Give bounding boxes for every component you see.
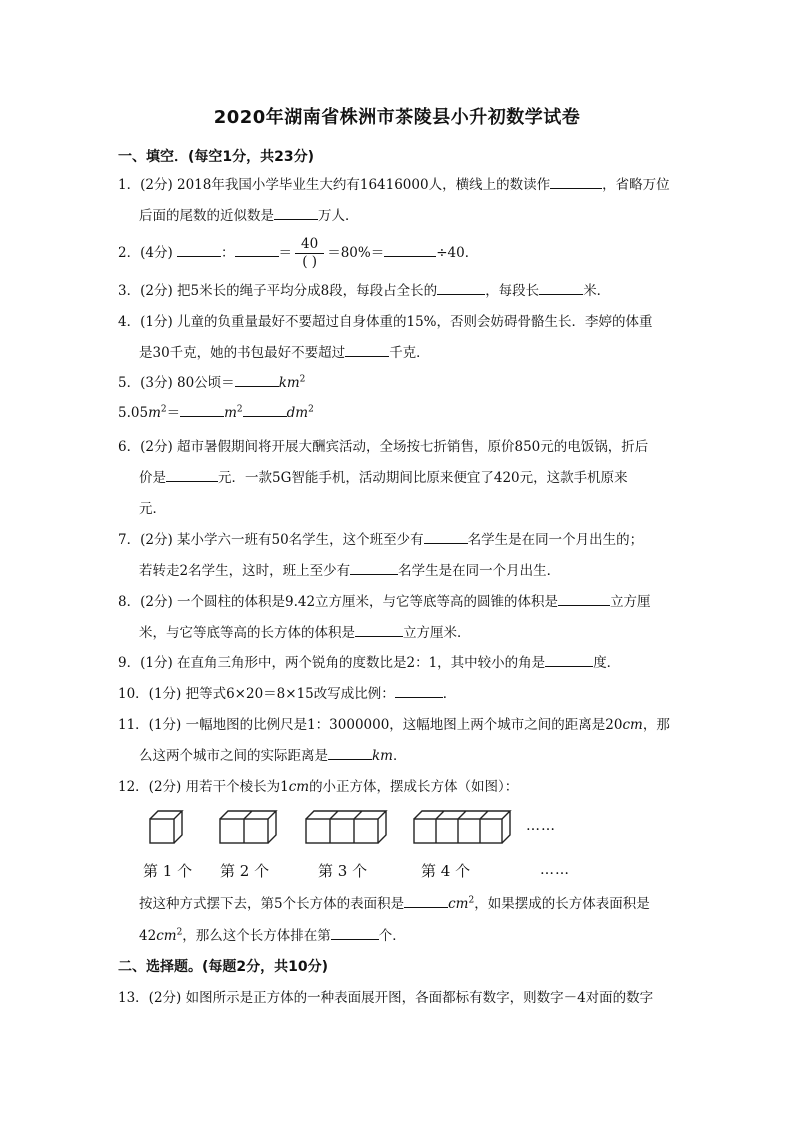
q2-end: ÷40． [436,245,479,261]
q11-unit-cm: cm [622,717,643,733]
q10-blank-1[interactable] [395,684,443,698]
question-7-line-1 [118,530,643,550]
q8-text-c: 米，与它等底等高的长方体的体积是 [139,625,355,641]
q5-blank-2[interactable] [180,403,224,417]
q1-text-b: ，省略万位 [602,177,670,193]
q12-text-h: ，那么这个长方体排在第 [182,928,331,944]
q5-text-a: 5．(3分) 80公顷＝ [118,375,235,391]
section-1-heading: 一、填空．(每空1分，共23分) [118,149,315,165]
q5-blank-1[interactable] [235,373,279,387]
question-7-line-2 [139,561,560,581]
q6-blank-1[interactable] [166,468,218,482]
q5-unit-dm: dm [286,405,309,421]
question-10 [118,684,456,704]
question-6-line-1 [118,437,648,457]
q7-text-b: 名学生是在同一个月出生的； [467,532,644,548]
q12-unit-cm-3: cm [156,928,177,944]
q5-sup-4: 2 [308,404,314,415]
q6-text-c: 元．一款5G智能手机，活动期间比原来便宜了420元，这款手机原来 [218,470,628,486]
q9-blank-1[interactable] [545,653,593,667]
question-1-line-2 [139,206,359,226]
question-3 [118,281,610,301]
q13-text-a: 13．(2分) 如图所示是正方体的一种表面展开图，各面都标有数字，则数字－4对面的数字 [118,990,654,1006]
q2-eq2: ＝80%＝ [327,245,385,261]
q11-text-a: 11．(1分) 一幅地图的比例尺是1：3000000，这幅地图上两个城市之间的距离是20 [118,717,623,733]
q12-text-a: 12．(2分) 用若干个棱长为1 [118,779,289,795]
q8-text-a: 8．(2分) 一个圆柱的体积是9.42立方厘米，与它等底等高的圆锥的体积是 [118,594,559,610]
q1-text-a: 1．(2分) 2018年我国小学毕业生大约有16416000人，横线上的数读作 [118,177,551,193]
cuboid-4 [414,811,510,843]
q11-blank-1[interactable] [328,746,372,760]
question-1-line-1 [118,175,670,195]
q12-unit-cm-2: cm [448,896,469,912]
q3-text-c: 米． [583,283,611,299]
q2-fraction-denominator[interactable]: ( ) [302,254,318,270]
q1-blank-1[interactable] [550,175,602,189]
question-13 [118,988,653,1008]
question-11-line-2 [139,746,406,766]
q9-text-a: 9．(1分) 在直角三角形中，两个锐角的度数比是2：1，其中较小的角是 [118,655,546,671]
q4-blank-1[interactable] [345,343,389,357]
q8-blank-1[interactable] [558,592,610,606]
q12-blank-1[interactable] [404,894,448,908]
q7-blank-1[interactable] [424,530,468,544]
q5-sup-1: 2 [299,374,306,385]
q12-text-c: 按这种方式摆下去，第5个长方体的表面积是 [139,896,405,912]
q5-sup-3: 2 [236,404,243,415]
q10-text-b: ． [442,686,457,702]
q11-text-d: ． [392,748,407,764]
cuboid-3 [306,811,386,843]
question-5-line-1 [118,373,305,393]
q12-text-f: 42 [139,928,157,944]
q9-text-b: 度． [593,655,621,671]
question-8-line-2 [139,623,471,643]
question-9 [118,653,620,673]
question-12-line-2 [139,894,650,914]
q12-label-3: 第 3 个 [318,862,368,880]
question-12-line-1 [118,777,518,797]
q12-cube-figure [140,805,580,845]
cuboid-1 [150,811,182,843]
question-6-line-3 [139,499,166,519]
q2-text-a: 2．(4分) [118,245,173,261]
q2-colon: ： [221,245,235,261]
q5-unit-m2: m [224,405,237,421]
q6-text-b: 价是 [139,470,166,486]
q8-text-b: 立方厘 [610,594,651,610]
question-5-line-2 [118,403,314,423]
q7-text-c: 若转走2名学生，这时，班上至少有 [139,563,351,579]
q7-text-d: 名学生是在同一个月出生． [398,563,561,579]
question-2 [118,236,478,270]
q1-text-d: 万人． [318,208,359,224]
question-11-line-1 [118,715,670,735]
q12-label-2: 第 2 个 [220,862,270,880]
q2-eq1: ＝ [278,245,293,261]
question-4-line-1 [118,312,653,332]
q5-text-c: 5.05 [118,405,149,421]
section-2-heading: 二、选择题。(每题2分，共10分) [118,959,329,975]
q5-sup-2: 2 [160,404,167,415]
question-8-line-1 [118,592,651,612]
q10-text-a: 10．(1分) 把等式6×20＝8×15改写成比例： [118,686,395,702]
q2-fraction [295,236,324,271]
page-title: 2020年湖南省株洲市茶陵县小升初数学试卷 [213,107,581,128]
q2-fraction-numerator: 40 [295,236,324,254]
q5-blank-3[interactable] [243,403,287,417]
q12-text-b: 的小正方体，摆成长方体（如图）： [309,779,519,795]
q5-unit-km: km [278,375,300,391]
q6-text-a: 6．(2分) 超市暑假期间将开展大酬宾活动，全场按七折销售，原价850元的电饭锅，折后 [118,439,649,455]
question-6-line-2 [139,468,628,488]
q12-text-i: 个． [378,928,406,944]
q8-blank-2[interactable] [355,623,403,637]
q12-figure-dots: …… [526,818,556,834]
q8-text-d: 立方厘米． [403,625,471,641]
q1-text-c: 后面的尾数的近似数是 [139,208,274,224]
q11-unit-km: km [372,748,393,764]
q3-blank-1[interactable] [437,281,485,295]
q6-text-d: 元． [139,501,166,517]
cuboid-2 [220,811,276,843]
q4-text-a: 4．(1分) 儿童的负重量最好不要超过自身体重的15%，否则会妨碍骨骼生长．李婷的体重 [118,314,653,330]
q5-unit-m: m [148,405,161,421]
q3-text-a: 3．(2分) 把5米长的绳子平均分成8段，每段占全长的 [118,283,438,299]
q12-text-e: ，如果摆成的长方体表面积是 [474,896,650,912]
q3-blank-2[interactable] [539,281,583,295]
q12-sup-2: 2 [176,927,183,938]
q11-text-c: 么这两个城市之间的实际距离是 [139,748,328,764]
q1-blank-2[interactable] [274,206,318,220]
q12-label-dots: …… [540,862,570,878]
q2-blank-3[interactable] [384,243,436,257]
q11-text-b: ，那 [642,717,670,733]
q4-text-c: 千克． [389,345,430,361]
q3-text-b: ，每段长 [485,283,540,299]
q5-eq: ＝ [166,405,181,421]
q4-text-b: 是30千克，她的书包最好不要超过 [139,345,346,361]
q7-text-a: 7．(2分) 某小学六一班有50名学生，这个班至少有 [118,532,424,548]
q12-blank-2[interactable] [331,926,379,940]
q12-label-1: 第 1 个 [143,862,193,880]
q12-sup-1: 2 [468,895,475,906]
question-12-line-3 [139,926,406,946]
q12-unit-cm: cm [288,779,310,795]
q2-blank-2[interactable] [235,243,279,257]
q12-label-4: 第 4 个 [421,862,471,880]
question-4-line-2 [139,343,430,363]
q2-blank-1[interactable] [177,243,221,257]
q7-blank-2[interactable] [350,561,398,575]
